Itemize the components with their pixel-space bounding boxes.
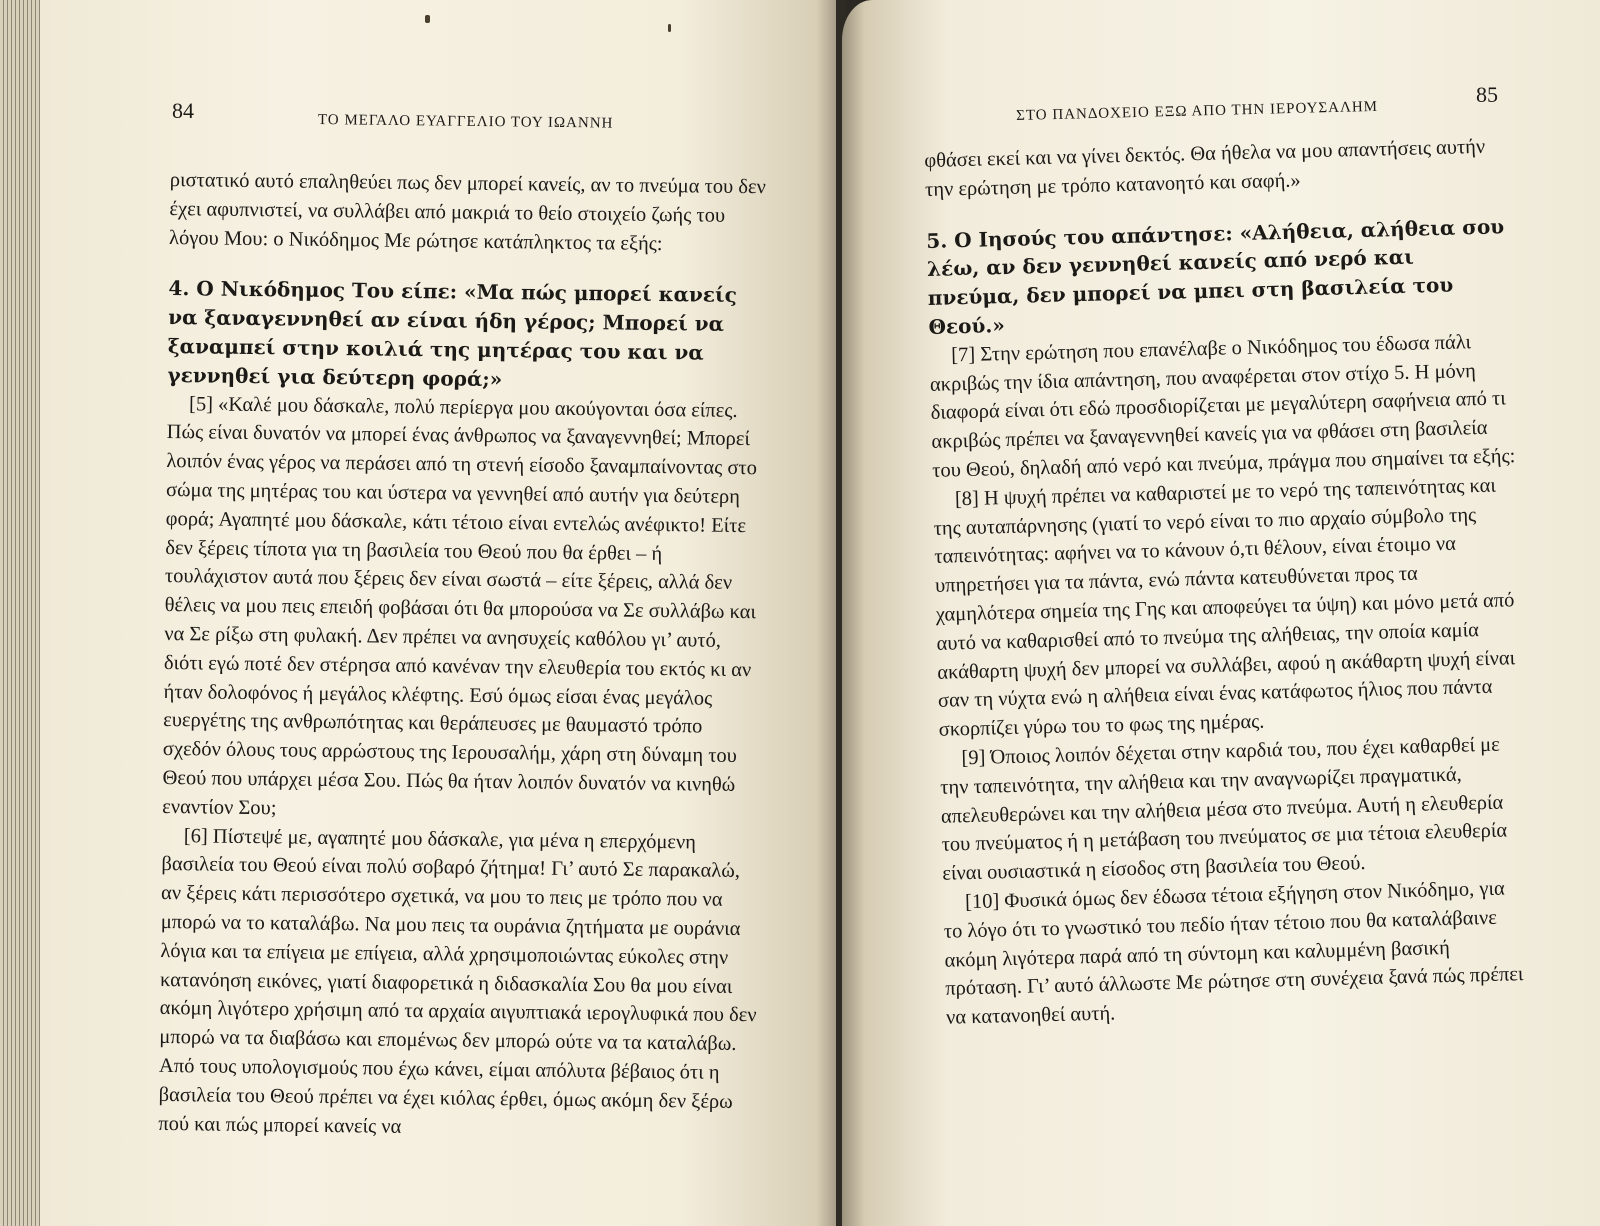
right-page-body [924, 132, 1531, 1032]
right-paragraph-10: [10] Φυσικά όμως δεν έδωσα τέτοια εξήγηση στον Νικόδημο, για το λόγο ότι το γνωστικό του πεδίο ήταν τέτοιο που θα καταλάβαινε ακόμη λιγότερα παρά από τη σύντομη και καλυμμένη βασική πρόταση. Γι’ αυτό άλλωστε Με ρώτησε στη συνέχεια ξανά πώς πρέπει να κατανοηθεί αυτή. [943, 877, 1524, 1029]
right-page-number: 85 [1476, 82, 1498, 107]
right-running-head: ΣΤΟ ΠΑΝΔΟΧΕΙΟ ΕΞΩ ΑΠΟ ΤΗΝ ΙΕΡΟΥΣΑΛΗΜ [1016, 98, 1379, 124]
right-paragraph-8: [8] Η ψυχή πρέπει να καθαριστεί με το νερό της ταπεινότητας και της αυταπάρνησης (γιατί το νερό είναι το πιο αρχαίο σύμβολο της ταπεινότητας: αφήνει να το κάνουν ό,τι θέλουν, είναι έτοιμο να υπηρετήσει για τα πάντα, ενώ πάντα κατευθύνεται προς τα χαμηλότερα σημεία της Γης και αποφεύγει τα ύψη) και μόνο μετά από αυτό να καθαρισθεί από το πνεύμα της αλήθειας, την οποία καμία ακάθαρτη ψυχή δεν μπορεί να συλλάβει, αφού η ακάθαρτη ψυχή είναι σαν τη νύχτα ενώ η αλήθεια είναι ένας κατάφωτος ήλιος που πάντα σκορπίζει γύρω του το φως της ημέρας. [933, 474, 1516, 741]
left-paragraph-opening: ριστατικό αυτό επαληθεύει πως δεν μπορεί κανείς, αν το πνεύμα του δεν έχει αφυπνιστεί, να συλλάβει από μακριά το θείο στοιχείο ζωής του λόγου Μου: ο Νικόδημος Με ρώτησε κατάπληκτος τα εξής: [168, 168, 766, 255]
right-paragraph-7: [7] Στην ερώτηση που επανέλαβε ο Νικόδημος του έδωσα πάλι ακριβώς την ίδια απάντηση, που αναφέρεται στον στίχο 5. Η μόνη διαφορά είναι ότι εδώ προσδιορίζεται με μεγαλύτερη σαφήνεια από τι ακριβώς πρέπει να ξαναγεννηθεί κανείς για να φθάσει στη βασιλεία του Θεού, δηλαδή από νερό και πνεύμα, πράγμα που σημαίνει τα εξής: [929, 331, 1516, 482]
ink-speck [425, 15, 430, 23]
right-paragraph-9: [9] Όποιος λοιπόν δέχεται στην καρδιά του, που έχει καθαρθεί με την ταπεινότητα, την αλήθεια και την αναγνωρίζει πραγματικά, απελευθερώνει και την αλήθεια μέσα στο πνεύμα. Αυτή η ελευθερία του πνεύματος ή η μετάβαση του πνεύματος σε μια τέτοια ελευθερία είναι ουσιαστικά η είσοδος στη βασιλεία του Θεού. [939, 733, 1508, 885]
right-verse-heading: 5. Ο Ιησούς του απάντησε: «Αλήθεια, αλήθεια σου λέω, αν δεν γεννηθεί κανείς από νερό και πνεύμα, δεν μπορεί να μπει στη βασιλεία του Θεού.» [926, 213, 1505, 339]
right-paragraph-opening: φθάσει εκεί και να γίνει δεκτός. Θα ήθελα να μου απαντήσεις αυτήν την ερώτηση με τρόπο κατανοητό και σαφή.» [924, 135, 1486, 201]
left-running-head: ΤΟ ΜΕΓΑΛΟ ΕΥΑΓΓΕΛΙΟ ΤΟΥ ΙΩΑΝΝΗ [317, 112, 614, 132]
left-paragraph-6: [6] Πίστεψέ με, αγαπητέ μου δάσκαλε, για μένα η επερχόμενη βασιλεία του Θεού είναι πολύ σοβαρό ζήτημα! Γι’ αυτό Σε παρακαλώ, αν ξέρεις κάτι περισσότερο σχετικά, να μου το πεις με τρόπο που να μπορώ να το καταλάβω. Να μου πεις τα ουράνια ζητήματα με ουράνια λόγια και τα επίγεια με επίγεια, αλλά χρησιμοποιώντας εύκολες στην κατανόηση εικόνες, γιατί διαφορετικά η διδασκαλία Σου θα μου είναι ακόμη λιγότερο χρήσιμη από τα αρχαία αιγυπτιακά ιερογλυφικά που δεν μπορώ να τα διαβάσω και επομένως δεν μπορώ ούτε να τα καταλάβω. Από τους υπολογισμούς που έχω κάνει, είμαι απόλυτα βέβαιος ότι η βασιλεία του Θεού πρέπει να έχει κιόλας έρθει, όμως ακόμη δεν ξέρω πού και πώς μπορεί κανείς να [158, 824, 757, 1138]
left-paragraph-5: [5] «Καλέ μου δάσκαλε, πολύ περίεργα μου ακούγονται όσα είπες. Πώς είναι δυνατόν να μπορεί ένας άνθρωπος να ξαναγεννηθεί; Μπορεί λοιπόν ένας γέρος να περάσει από τη στενή είσοδο ξαναμπαίνοντας στο σώμα της μητέρας του και ύστερα να γεννηθεί από αυτήν για δεύτερη φορά; Αγαπητέ μου δάσκαλε, κάτι τέτοιο είναι εντελώς ανέφικτο! Είτε δεν ξέρεις τίποτα για τη βασιλεία του Θεού που θα έρθει – ή τουλάχιστον αυτά που ξέρεις δεν είναι σωστά – είτε ξέρεις, αλλά δεν θέλεις να μου πεις επειδή φοβάσαι ότι θα μπορούσα να Σε συλλάβω και να Σε ρίξω στη φυλακή. Δεν πρέπει να ανησυχείς καθόλου γι’ αυτό, διότι εγώ ποτέ δεν στέρησα από κανέναν την ελευθερία του εκτός κι αν ήταν δολοφόνος ή μεγάλος κλέφτης. Εσύ όμως είσαι ένας μεγάλος ευεργέτης της ανθρωπότητας και θεράπευσες με θαυμαστό τρόπο σχεδόν όλους τους αρρώστους της Ιερουσαλήμ, χάρη στη δύναμη του Θεού που υπάρχει μέσα Σου. Πώς θα ήταν λοιπόν δυνατόν να κινηθώ εναντίον Σου; [162, 392, 758, 820]
left-page-number: 84 [172, 98, 194, 123]
left-verse-heading: 4. Ο Νικόδημος Του είπε: «Μα πώς μπορεί κανείς να ξαναγεννηθεί αν είναι ήδη γέρος; Μπορεί να ξαναμπεί στην κοιλιά της μητέρας του και να γεννηθεί για δεύτερη φορά;» [167, 276, 737, 391]
left-page-body [158, 166, 768, 1146]
ink-speck [668, 24, 671, 32]
